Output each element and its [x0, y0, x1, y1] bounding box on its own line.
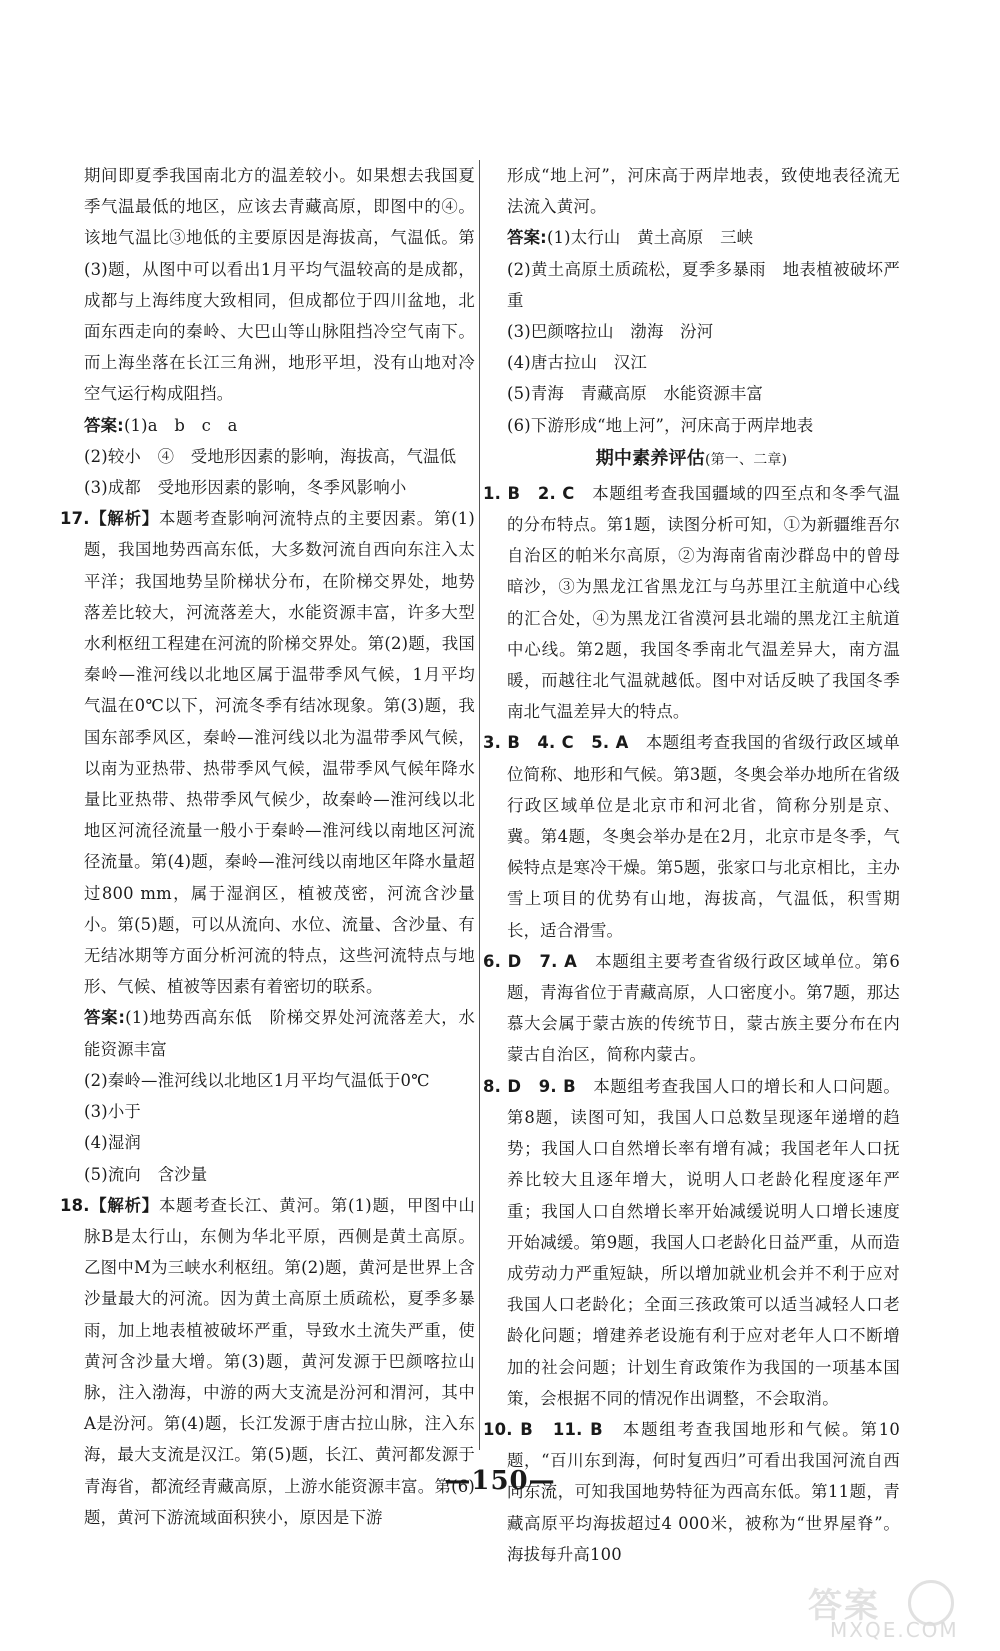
answer-text: (1)地势西高东低 阶梯交界处河流落差大，水能资源丰富: [84, 1008, 476, 1059]
q17-answer-line-2: (2)秦岭—淮河线以北地区1月平均气温低于0℃: [84, 1070, 430, 1090]
watermark-text: 答案: [808, 1586, 880, 1626]
q18-answer-line-2: (2)黄土高原土质疏松，夏季多暴雨 地表植被破坏严重: [507, 259, 900, 310]
q17-answer-line-1: [60, 1002, 475, 1064]
question-number: 18.: [60, 1195, 90, 1215]
analysis-text: 本题考查影响河流特点的主要因素。第(1)题，我国地势西高东低，大多数河流自西向东注入太平洋；我国地势呈阶梯状分布，在阶梯交界处，地势落差比较大，河流落差大，水能资源丰富，许多大型水利枢纽工程建在河流的阶梯交界处。第(2)题，我国秦岭—淮河线以北地区属于温带季风气候，1月平均气温在0℃以下，河流冬季有结冰现象。第(3)题，我国东部季风区，秦岭—淮河线以北为温带季风气候，以南为亚热带、热带季风气候，温带季风气候年降水量比亚热带、热带季风气候少，故秦岭—淮河线以北地区河流径流量一般小于秦岭—淮河线以南地区河流径流量。第(4)题，秦岭—淮河线以南地区年降水量超过800 mm，属于湿润区，植被茂密，河流含沙量小。第(5)题，可以从流向、水位、流量、含沙量、有无结冰期等方面分析河流的特点，这些河流特点与地形、气候、植被等因素有着密切的联系。: [84, 509, 475, 997]
answer-text: (1)太行山 黄土高原 三峡: [546, 228, 754, 248]
answer-label: 答案:: [507, 228, 547, 248]
group-8-9-analysis: [483, 1071, 900, 1414]
q16-answer-line-3: (3)成都 受地形因素的影响，冬季风影响小: [84, 478, 407, 498]
page-number: —150—: [444, 1466, 556, 1496]
section-title: [483, 443, 900, 476]
answer-text: (1)a b c a: [123, 415, 238, 435]
analysis-text: 本题组主要考查省级行政区域单位。第6题，青海省位于青藏高原，人口密度小。第7题，那达慕大会属于蒙古族的传统节日，蒙古族主要分布在内蒙古自治区，简称内蒙古。: [507, 951, 901, 1065]
analysis-text: 本题考查长江、黄河。第(1)题，甲图中山脉B是太行山，东侧为华北平原，西侧是黄土高原。乙图中M为三峡水利枢纽。第(2)题，黄河是世界上含沙量最大的河流。因为黄土高原土质疏松，夏季多暴雨，加上地表植被破坏严重，导致水土流失严重，使黄河含沙量大增。第(3)题，黄河发源于巴颜喀拉山脉，注入渤海，中游的两大支流是汾河和渭河，其中A是汾河。第(4)题，长江发源于唐古拉山脉，注入东海，最大支流是汉江。第(5)题，长江、黄河都发源于青海省，都流经青藏高原，上游水能资源丰富。第(6)题，黄河下游流域面积狭小，原因是下游: [84, 1195, 475, 1527]
analysis-tag: 【解析】: [89, 1195, 159, 1215]
section-title-sub: (第一、二章): [704, 451, 788, 468]
watermark-url: MXQE.COM: [830, 1618, 959, 1642]
analysis-text: 本题组考查我国地形和气候。第10题，“百川东到海，何时复西归”可看出我国河流自西向东流，可知我国地势特征为西高东低。第11题，青藏高原平均海拔超过4 000米，被称为“世界屋脊”。海拔每升高100: [507, 1419, 900, 1564]
column-divider: [479, 160, 480, 1450]
analysis-text: 本题组考查我国的省级行政区域单位简称、地形和气候。第3题，冬奥会举办地所在省级行政区域单位是北京市和河北省，简称分别是京、冀。第4题，冬奥会举办是在2月，北京市是冬季，气候特点是寒冷干燥。第5题，张家口与北京相比，主办雪上项目的优势有山地，海拔高，气温低，积雪期长，适合滑雪。: [507, 733, 900, 940]
left-column: [60, 160, 475, 1533]
q16-answer-line-2: (2)较小 ④ 受地形因素的影响，海拔高，气温低: [84, 446, 457, 466]
q18-answer-line-5: (5)青海 青藏高原 水能资源丰富: [507, 384, 764, 404]
q17-analysis: [60, 503, 475, 1002]
q17-answer-line-5: (5)流向 含沙量: [84, 1164, 208, 1184]
q16-analysis-continued: 期间即夏季我国南北方的温差较小。如果想去我国夏季气温最低的地区，应该去青藏高原，即图中的④。该地气温比③地低的主要原因是海拔高，气温低。第(3)题，从图中可以看出1月平均气温较高的是成都，成都与上海纬度大致相同，但成都位于四川盆地，北面东西走向的秦岭、大巴山等山脉阻挡冷空气南下。而上海坐落在长江三角洲，地形平坦，没有山地对冷空气运行构成阻挡。: [84, 166, 475, 404]
answer-key: 3. B 4. C 5. A: [483, 733, 629, 753]
question-number: 17.: [60, 509, 90, 529]
q18-answer-line-1: [483, 222, 900, 253]
analysis-text: 本题组考查我国疆域的四至点和冬季气温的分布特点。第1题，读图分析可知，①为新疆维吾尔自治区的帕米尔高原，②为海南省南沙群岛中的曾母暗沙，③为黑龙江省黑龙江与乌苏里江主航道中心线的汇合处，④为黑龙江省漠河县北端的黑龙江主航道中心线。第2题，我国冬季南北气温差异大，南方温暖，而越往北气温就越低。图中对话反映了我国冬季南北气温差异大的特点。: [507, 483, 900, 722]
group-3-5-analysis: [483, 727, 900, 945]
group-1-2-analysis: [483, 478, 900, 728]
analysis-text: 本题组考查我国人口的增长和人口问题。第8题，读图可知，我国人口总数呈现逐年递增的趋势；我国人口自然增长率有增有减；我国老年人口抚养比较大且逐年增大，说明人口老龄化程度逐年严重；我国人口自然增长率开始减缓说明人口增长速度开始减缓。第9题，我国人口老龄化日益严重，从而造成劳动力严重短缺，所以增加就业机会并不利于应对我国人口老龄化；全面三孩政策可以适当减轻人口老龄化问题；增建养老设施有利于应对老年人口不断增加的社会问题；计划生育政策作为我国的一项基本国策，会根据不同的情况作出调整，不会取消。: [507, 1076, 900, 1408]
answer-label: 答案:: [84, 1008, 126, 1028]
answer-key: 1. B 2. C: [483, 483, 575, 503]
group-6-7-analysis: [483, 946, 900, 1071]
answer-key: 6. D 7. A: [483, 951, 578, 971]
answer-label: 答案:: [84, 415, 124, 435]
q16-answer-line-1: [60, 410, 475, 441]
q18-answer-line-3: (3)巴颜喀拉山 渤海 汾河: [507, 322, 714, 342]
watermark-logo: [790, 1578, 980, 1642]
analysis-tag: 【解析】: [89, 509, 159, 529]
section-title-main: 期中素养评估: [595, 447, 705, 469]
right-column: [483, 160, 900, 1570]
q17-answer-line-4: (4)湿润: [84, 1133, 141, 1153]
q18-analysis-continued: 形成“地上河”，河床高于两岸地表，致使地表径流无法流入黄河。: [507, 166, 900, 217]
answer-key: 10. B 11. B: [483, 1419, 603, 1439]
q17-answer-line-3: (3)小于: [84, 1102, 141, 1122]
q18-answer-line-6: (6)下游形成“地上河”，河床高于两岸地表: [507, 415, 814, 435]
q18-answer-line-4: (4)唐古拉山 汉江: [507, 353, 647, 373]
answer-key: 8. D 9. B: [483, 1076, 576, 1096]
